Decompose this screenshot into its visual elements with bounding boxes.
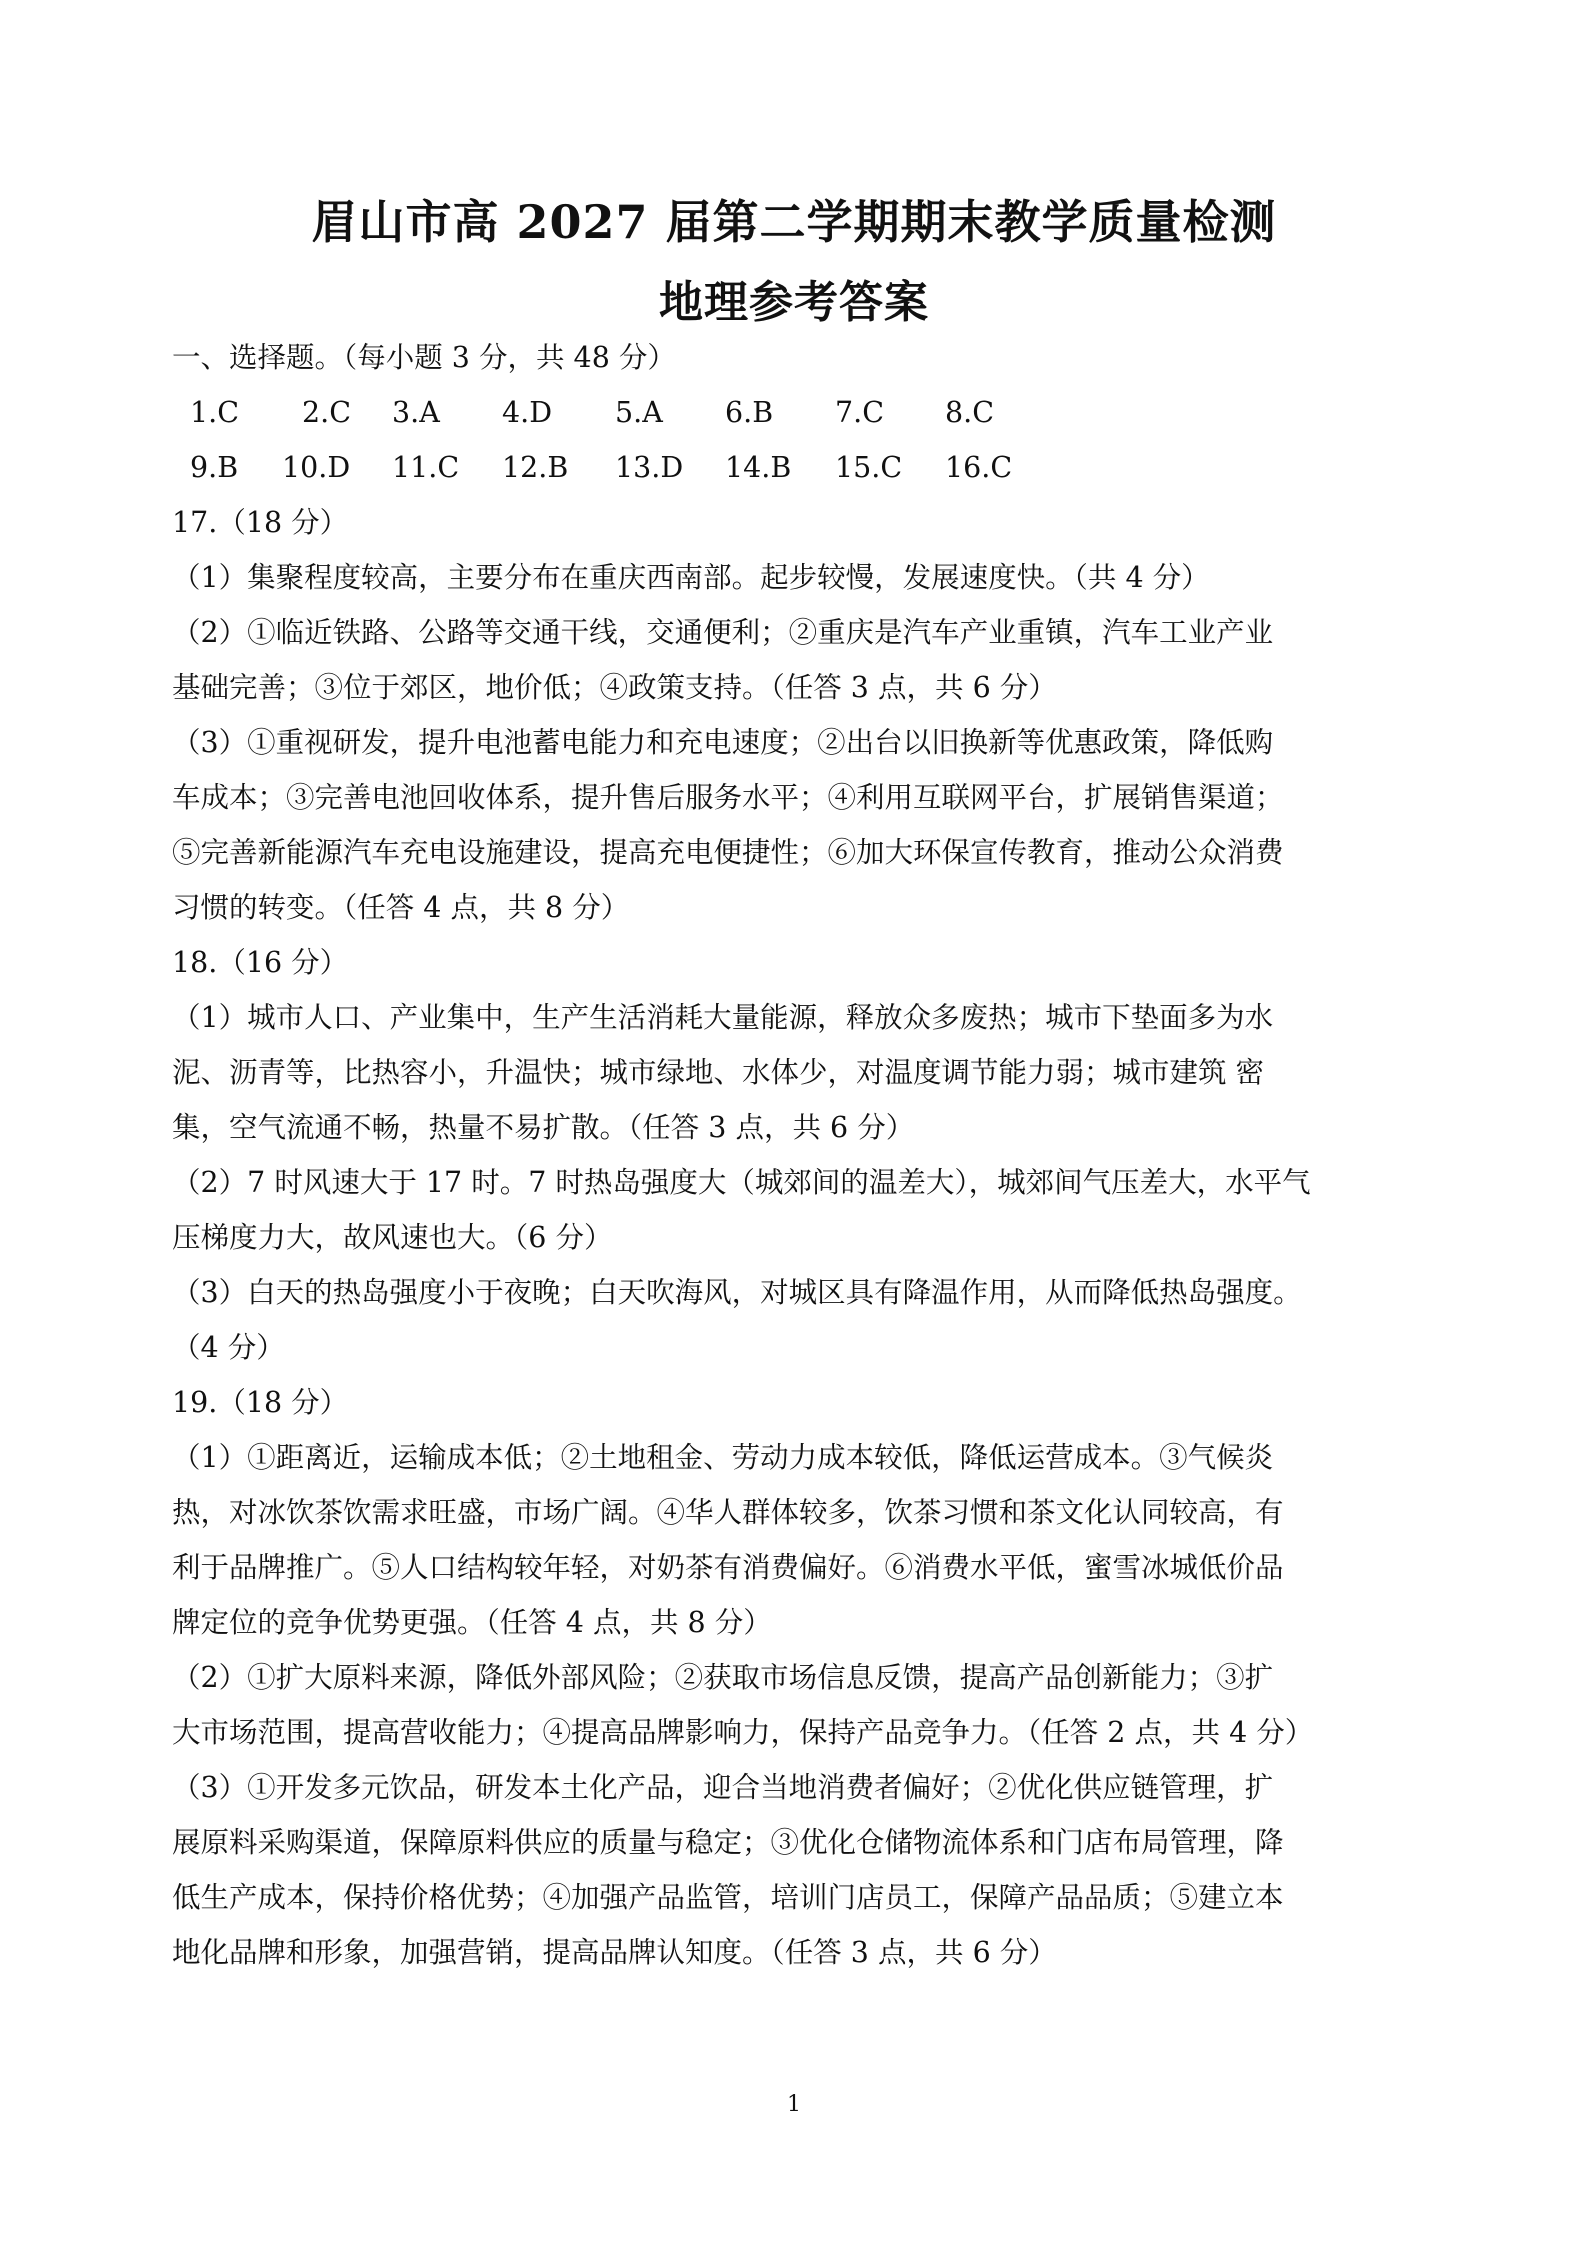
answer-text-line: （1）城市人口、产业集中，生产生活消耗大量能源，释放众多废热；城市下垫面多为水 [172, 1001, 1274, 1034]
answer-text-line: 利于品牌推广。⑤人口结构较年轻，对奶茶有消费偏好。⑥消费水平低，蜜雪冰城低价品 [172, 1551, 1284, 1584]
answer-text-line: （2）①扩大原料来源，降低外部风险；②获取市场信息反馈，提高产品创新能力；③扩 [172, 1661, 1274, 1694]
answer-text-line: 基础完善；③位于郊区，地价低；④政策支持。（任答 3 点，共 6 分） [172, 671, 1057, 704]
answer-item: 1.C [190, 396, 239, 429]
answer-text-line: 低生产成本，保持价格优势；④加强产品监管，培训门店员工，保障产品品质；⑤建立本 [172, 1881, 1284, 1914]
answer-text-line: （1）①距离近，运输成本低；②土地租金、劳动力成本较低，降低运营成本。③气候炎 [172, 1441, 1274, 1474]
answer-item: 16.C [945, 451, 1013, 484]
answer-row-2 [172, 440, 1422, 495]
answer-item: 12.B [502, 451, 569, 484]
answer-text-line: （2）①临近铁路、公路等交通干线，交通便利；②重庆是汽车产业重镇，汽车工业产业 [172, 616, 1274, 649]
answer-content [172, 330, 1422, 1980]
answer-text-line: （3）白天的热岛强度小于夜晚；白天吹海风，对城区具有降温作用，从而降低热岛强度。 [172, 1276, 1302, 1309]
answer-text-line: 牌定位的竞争优势更强。（任答 4 点，共 8 分） [172, 1606, 772, 1639]
document-title: 眉山市高 2027 届第二学期期末教学质量检测 [311, 195, 1277, 249]
question-19-heading: 19.（18 分） [172, 1386, 349, 1419]
page-number: 1 [787, 2092, 801, 2117]
answer-text-line: 压梯度力大，故风速也大。（6 分） [172, 1221, 613, 1254]
answer-item: 8.C [945, 396, 994, 429]
question-17-heading: 17.（18 分） [172, 506, 349, 539]
answer-item: 11.C [392, 451, 460, 484]
answer-item: 5.A [615, 396, 663, 429]
answer-item: 4.D [502, 396, 553, 429]
answer-item: 14.B [725, 451, 792, 484]
answer-text-line: 泥、沥青等，比热容小，升温快；城市绿地、水体少，对温度调节能力弱；城市建筑 密 [172, 1056, 1265, 1089]
answer-text-line: 大市场范围，提高营收能力；④提高品牌影响力，保持产品竞争力。（任答 2 点，共 4 分） [172, 1716, 1314, 1749]
answer-text-line: （4 分） [172, 1331, 285, 1364]
answer-item: 10.D [282, 451, 351, 484]
answer-text-line: （3）①重视研发，提升电池蓄电能力和充电速度；②出台以旧换新等优惠政策，降低购 [172, 726, 1274, 759]
answer-item: 7.C [835, 396, 884, 429]
answer-text-line: 车成本；③完善电池回收体系，提升售后服务水平；④利用互联网平台，扩展销售渠道； [172, 781, 1284, 814]
question-18-heading: 18.（16 分） [172, 946, 349, 979]
document-subtitle: 地理参考答案 [659, 277, 929, 328]
answer-item: 13.D [615, 451, 684, 484]
answer-text-line: 地化品牌和形象，加强营销，提高品牌认知度。（任答 3 点，共 6 分） [172, 1936, 1057, 1969]
answer-text-line: 热，对冰饮茶饮需求旺盛，市场广阔。④华人群体较多，饮茶习惯和茶文化认同较高，有 [172, 1496, 1284, 1529]
answer-item: 2.C [302, 396, 351, 429]
answer-item: 3.A [392, 396, 440, 429]
answer-text-line: （2）7 时风速大于 17 时。7 时热岛强度大（城郊间的温差大），城郊间气压差大，水平气 [172, 1166, 1311, 1199]
answer-item: 9.B [190, 451, 239, 484]
answer-text-line: ⑤完善新能源汽车充电设施建设，提高充电便捷性；⑥加大环保宣传教育，推动公众消费 [172, 836, 1284, 869]
answer-item: 15.C [835, 451, 903, 484]
answer-text-line: 习惯的转变。（任答 4 点，共 8 分） [172, 891, 630, 924]
section-heading-choice: 一、选择题。（每小题 3 分，共 48 分） [172, 341, 676, 374]
answer-item: 6.B [725, 396, 774, 429]
answer-text-line: 展原料采购渠道，保障原料供应的质量与稳定；③优化仓储物流体系和门店布局管理，降 [172, 1826, 1284, 1859]
answer-text-line: （3）①开发多元饮品，研发本土化产品，迎合当地消费者偏好；②优化供应链管理，扩 [172, 1771, 1274, 1804]
answer-text-line: （1）集聚程度较高，主要分布在重庆西南部。起步较慢，发展速度快。（共 4 分） [172, 561, 1210, 594]
answer-row-1 [172, 385, 1422, 440]
answer-text-line: 集，空气流通不畅，热量不易扩散。（任答 3 点，共 6 分） [172, 1111, 915, 1144]
